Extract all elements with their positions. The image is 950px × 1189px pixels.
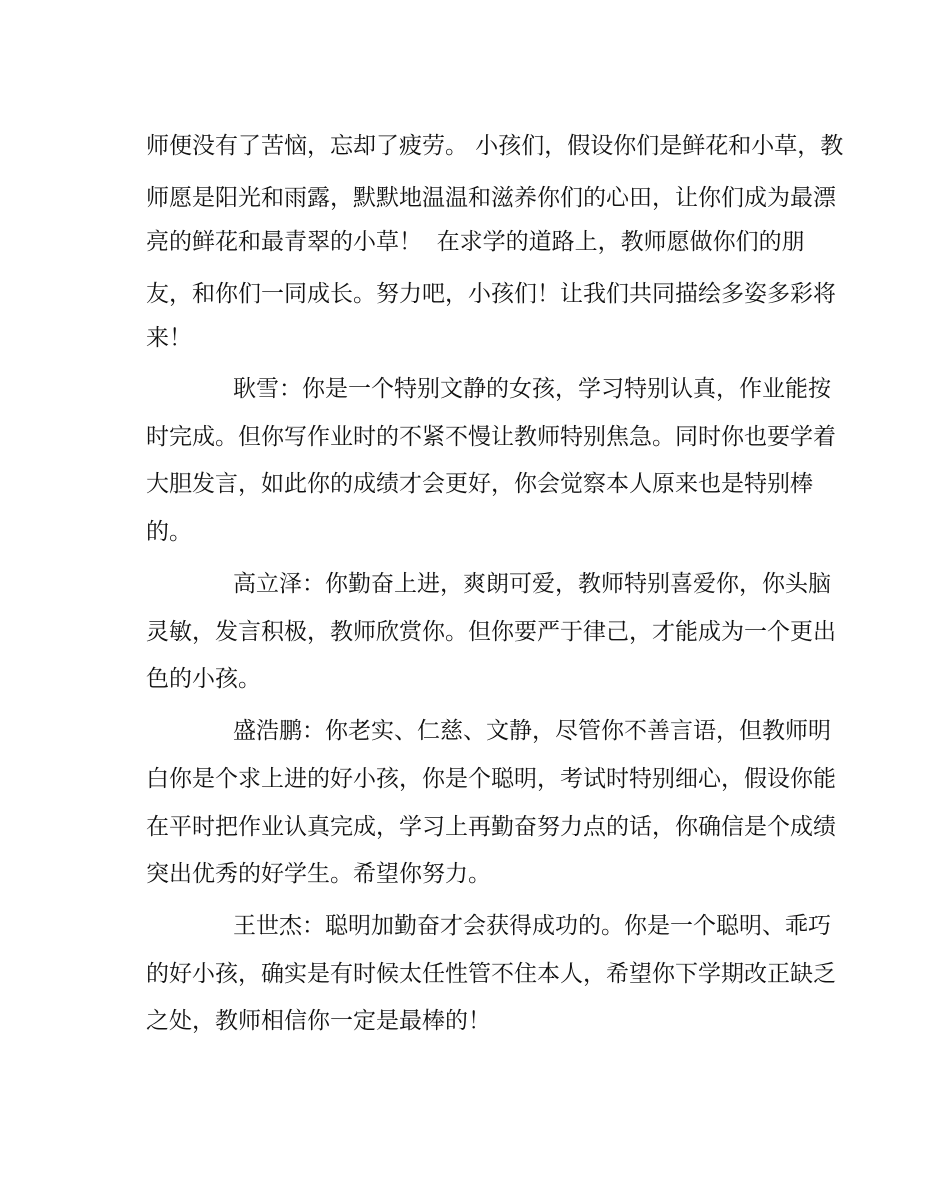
paragraph-first-line: 王世杰：聪明加勤奋才会获得成功的。你是一个聪明、乖巧 (233, 913, 831, 939)
text-line: 大胆发言，如此你的成绩才会更好，你会觉察本人原来也是特别棒 (146, 471, 813, 497)
paragraph-first-line: 耿雪：你是一个特别文静的女孩，学习特别认真，作业能按 (233, 376, 831, 402)
text-line: 的。 (146, 519, 192, 545)
text-line: 师愿是阳光和雨露，默默地温温和滋养你们的心田，让你们成为最漂 (146, 185, 836, 211)
text-line: 时完成。但你写作业时的不紧不慢让教师特别焦急。同时你也要学着 (146, 424, 836, 450)
text-line: 白你是个求上进的好小孩，你是个聪明，考试时特别细心，假设你能 (146, 766, 836, 792)
text-line: 的好小孩，确实是有时候太任性管不住本人，希望你下学期改正缺乏 (146, 961, 836, 987)
text-line: 在平时把作业认真完成，学习上再勤奋努力点的话，你确信是个成绩 (146, 814, 836, 840)
text-line: 之处，教师相信你一定是最棒的！ (146, 1008, 491, 1034)
text-line: 色的小孩。 (146, 666, 261, 692)
text-line: 亮的鲜花和最青翠的小草！ 在求学的道路上，教师愿做你们的朋 (146, 229, 805, 255)
text-line: 友，和你们一同成长。努力吧，小孩们！让我们共同描绘多姿多彩将 (146, 281, 836, 307)
text-line: 突出优秀的好学生。希望你努力。 (146, 861, 491, 887)
paragraph-first-line: 盛浩鹏：你老实、仁慈、文静，尽管你不善言语，但教师明 (233, 718, 831, 744)
text-line: 灵敏，发言积极，教师欣赏你。但你要严于律己，才能成为一个更出 (146, 619, 836, 645)
paragraph-first-line: 高立泽：你勤奋上进，爽朗可爱，教师特别喜爱你，你头脑 (233, 571, 831, 597)
text-line: 师便没有了苦恼，忘却了疲劳。 小孩们，假设你们是鲜花和小草，教 (146, 133, 844, 159)
text-line: 来！ (146, 325, 192, 351)
